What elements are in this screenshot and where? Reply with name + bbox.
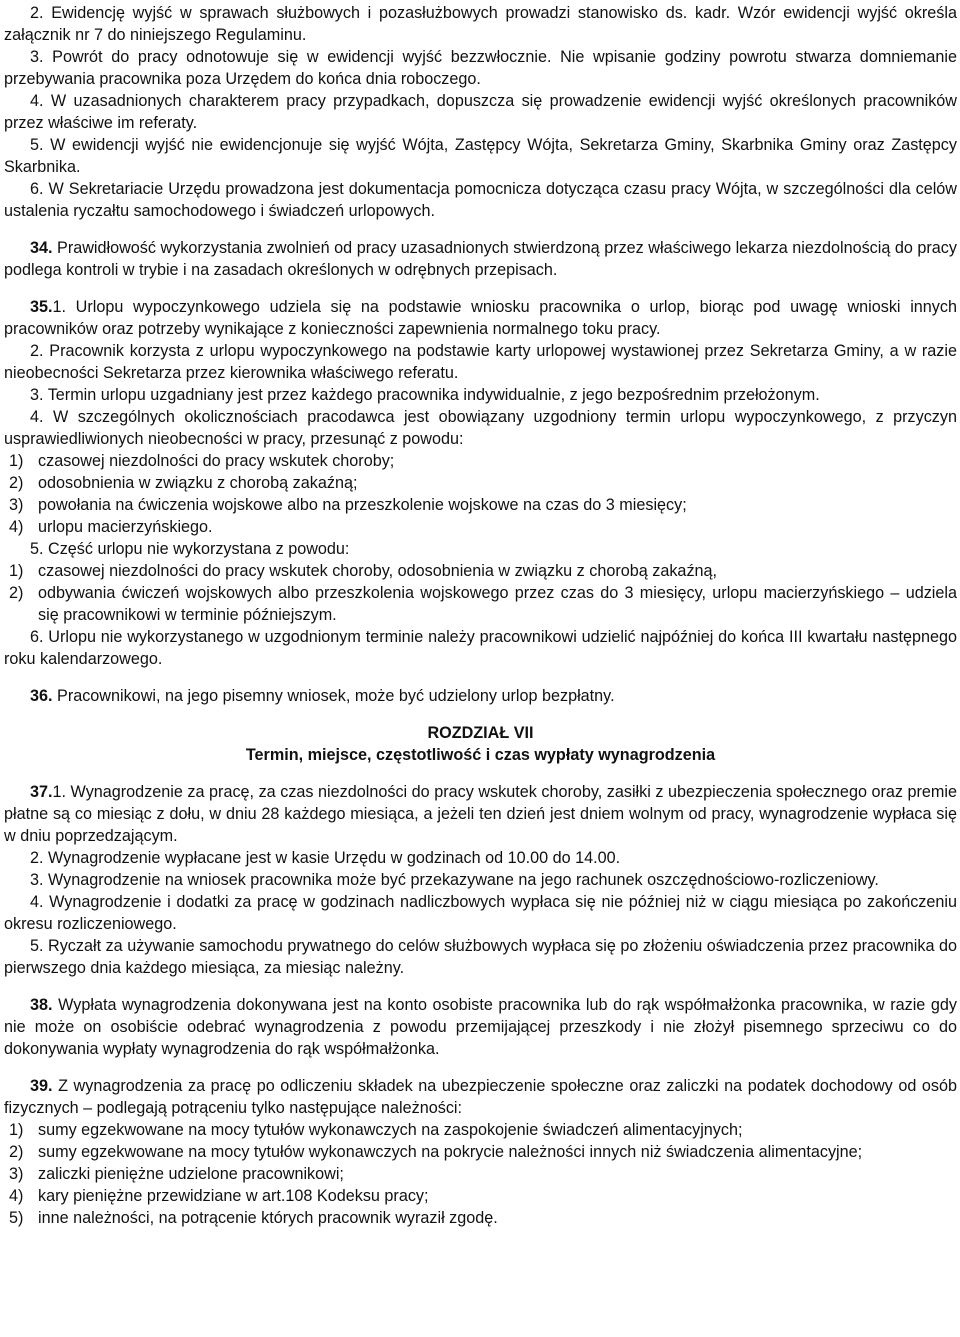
list-35-5 <box>4 560 957 626</box>
list-item <box>4 582 957 626</box>
list-item-number: 1) <box>9 452 24 470</box>
paragraph-4: 4. W uzasadnionych charakterem pracy przypadkach, dopuszcza się prowadzenie ewidencji wyjść określonych pracowników przez właściwe im referaty. <box>4 92 957 132</box>
list-item-text: kary pieniężne przewidziane w art.108 Kodeksu pracy; <box>38 1187 429 1205</box>
section-number: 35. <box>30 298 53 316</box>
list-item <box>4 450 957 472</box>
list-item <box>4 1185 957 1207</box>
list-item-text: odosobnienia w związku z chorobą zakaźną; <box>38 474 358 492</box>
section-number: 34. <box>30 239 53 257</box>
section-text: Wypłata wynagrodzenia dokonywana jest na konto osobiste pracownika lub do rąk współmałżonka pracownika, w razie gdy nie może on osobiście odebrać wynagrodzenia z powodu przemijającej przeszkody i nie złożył pisemnego sprzeciwu co do dokonywania wypłaty wynagrodzenia do rąk współmałżonka. <box>4 996 957 1058</box>
section-number: 36. <box>30 687 53 705</box>
list-item-number: 1) <box>9 1121 24 1139</box>
section-38 <box>4 994 957 1060</box>
list-item-text: sumy egzekwowane na mocy tytułów wykonawczych na pokrycie należności innych niż świadczenia alimentacyjne; <box>38 1143 863 1161</box>
section-34 <box>4 237 957 281</box>
list-item-number: 4) <box>9 1187 24 1205</box>
section-text: Pracownikowi, na jego pisemny wniosek, może być udzielony urlop bezpłatny. <box>57 687 615 705</box>
list-item <box>4 1163 957 1185</box>
list-item-text: powołania na ćwiczenia wojskowe albo na przeszkolenie wojskowe na czas do 3 miesięcy; <box>38 496 687 514</box>
section-number: 38. <box>30 996 53 1014</box>
paragraph-5: 5. W ewidencji wyjść nie ewidencjonuje się wyjść Wójta, Zastępcy Wójta, Sekretarza Gminy, Skarbnika Gminy oraz Zastępcy Skarbnika. <box>4 136 957 176</box>
list-item-number: 2) <box>9 584 24 602</box>
list-item-number: 2) <box>9 1143 24 1161</box>
list-35-4 <box>4 450 957 538</box>
list-item-text: czasowej niezdolności do pracy wskutek choroby; <box>38 452 395 470</box>
section-37-p1 <box>4 781 957 847</box>
list-item <box>4 1141 957 1163</box>
section-36 <box>4 685 957 707</box>
list-item <box>4 1119 957 1141</box>
list-item <box>4 494 957 516</box>
list-item-text: inne należności, na potrącenie których pracownik wyraził zgodę. <box>38 1209 498 1227</box>
section-35-p5: 5. Część urlopu nie wykorzystana z powodu: <box>30 540 350 558</box>
section-35-p3: 3. Termin urlopu uzgadniany jest przez każdego pracownika indywidualnie, z jego bezpośrednim przełożonym. <box>30 386 820 404</box>
list-item-number: 4) <box>9 518 24 536</box>
list-item-number: 3) <box>9 496 24 514</box>
list-item-number: 1) <box>9 562 24 580</box>
section-35-p6: 6. Urlopu nie wykorzystanego w uzgodnionym terminie należy pracownikowi udzielić najpóźniej do końca III kwartału następnego roku kalendarzowego. <box>4 628 957 668</box>
section-39 <box>4 1075 957 1119</box>
list-item-number: 5) <box>9 1209 24 1227</box>
section-35-p2: 2. Pracownik korzysta z urlopu wypoczynkowego na podstawie karty urlopowej wystawionej przez Sekretarza Gminy, a w razie nieobecności Sekretarza przez kierownika właściwego referatu. <box>4 342 957 382</box>
list-item-text: czasowej niezdolności do pracy wskutek choroby, odosobnienia w związku z chorobą zakaźną, <box>38 562 718 580</box>
section-35-p1 <box>4 296 957 340</box>
paragraph-6: 6. W Sekretariacie Urzędu prowadzona jest dokumentacja pomocnicza dotycząca czasu pracy Wójta, w szczególności dla celów ustalenia ryczałtu samochodowego i świadczeń urlopowych. <box>4 180 957 220</box>
list-item-text: zaliczki pieniężne udzielone pracownikowi; <box>38 1165 344 1183</box>
list-item <box>4 560 957 582</box>
paragraph-3: 3. Powrót do pracy odnotowuje się w ewidencji wyjść bezzwłocznie. Nie wpisanie godziny powrotu stwarza domniemanie przebywania pracownika poza Urzędem do końca dnia roboczego. <box>4 48 957 88</box>
section-37-p4: 4. Wynagrodzenie i dodatki za pracę w godzinach nadliczbowych wypłaca się nie później niż w ciągu miesiąca po zakończeniu okresu rozliczeniowego. <box>4 893 957 933</box>
list-item <box>4 516 957 538</box>
list-item <box>4 1207 957 1229</box>
section-number: 37. <box>30 783 53 801</box>
list-item-number: 3) <box>9 1165 24 1183</box>
section-text: 1. Wynagrodzenie za pracę, za czas niezdolności do pracy wskutek choroby, zasiłki z ubezpieczenia społecznego oraz premie płatne są co miesiąc z dołu, w dniu 28 każdego miesiąca, a jeżeli ten dzień jest dniem wolnym od pracy, wynagrodzenie wypłaca się w dniu poprzedzającym. <box>4 783 957 845</box>
list-item-text: odbywania ćwiczeń wojskowych albo przeszkolenia wojskowego przez czas do 3 miesięcy, urlopu macierzyńskiego – udziela się pracownikowi w terminie późniejszym. <box>38 584 957 624</box>
list-item-text: sumy egzekwowane na mocy tytułów wykonawczych na zaspokojenie świadczeń alimentacyjnych; <box>38 1121 743 1139</box>
chapter-label: ROZDZIAŁ VII <box>427 724 534 742</box>
section-text: Prawidłowość wykorzystania zwolnień od pracy uzasadnionych stwierdzoną przez właściwego lekarza niezdolnością do pracy podlega kontroli w trybie i na zasadach określonych w odrębnych przepisach. <box>4 239 957 279</box>
list-item <box>4 472 957 494</box>
list-39 <box>4 1119 957 1229</box>
list-item-text: urlopu macierzyńskiego. <box>38 518 213 536</box>
section-35-p4: 4. W szczególnych okolicznościach pracodawca jest obowiązany uzgodniony termin urlopu wypoczynkowego, z przyczyn usprawiedliwionych nieobecności w pracy, przesunąć z powodu: <box>4 408 957 448</box>
chapter-title: Termin, miejsce, częstotliwość i czas wypłaty wynagrodzenia <box>245 746 716 764</box>
paragraph-2: 2. Ewidencję wyjść w sprawach służbowych i pozasłużbowych prowadzi stanowisko ds. kadr. Wzór ewidencji wyjść określa załącznik nr 7 do niniejszego Regulaminu. <box>4 4 957 44</box>
list-item-number: 2) <box>9 474 24 492</box>
section-37-p5: 5. Ryczałt za używanie samochodu prywatnego do celów służbowych wypłaca się po złożeniu oświadczenia przez pracownika do pierwszego dnia każdego miesiąca, za miesiąc należny. <box>4 937 957 977</box>
section-text: 1. Urlopu wypoczynkowego udziela się na podstawie wniosku pracownika o urlop, biorąc pod uwagę wnioski innych pracowników oraz potrzeby wynikające z konieczności zapewnienia normalnego toku pracy. <box>4 298 957 338</box>
section-text: Z wynagrodzenia za pracę po odliczeniu składek na ubezpieczenie społeczne oraz zaliczki na podatek dochodowy od osób fizycznych – podlegają potrąceniu tylko następujące należności: <box>4 1077 958 1117</box>
section-number: 39. <box>30 1077 53 1095</box>
section-37-p3: 3. Wynagrodzenie na wniosek pracownika może być przekazywane na jego rachunek oszczędnościowo-rozliczeniowy. <box>30 871 879 889</box>
section-37-p2: 2. Wynagrodzenie wypłacane jest w kasie Urzędu w godzinach od 10.00 do 14.00. <box>30 849 621 867</box>
